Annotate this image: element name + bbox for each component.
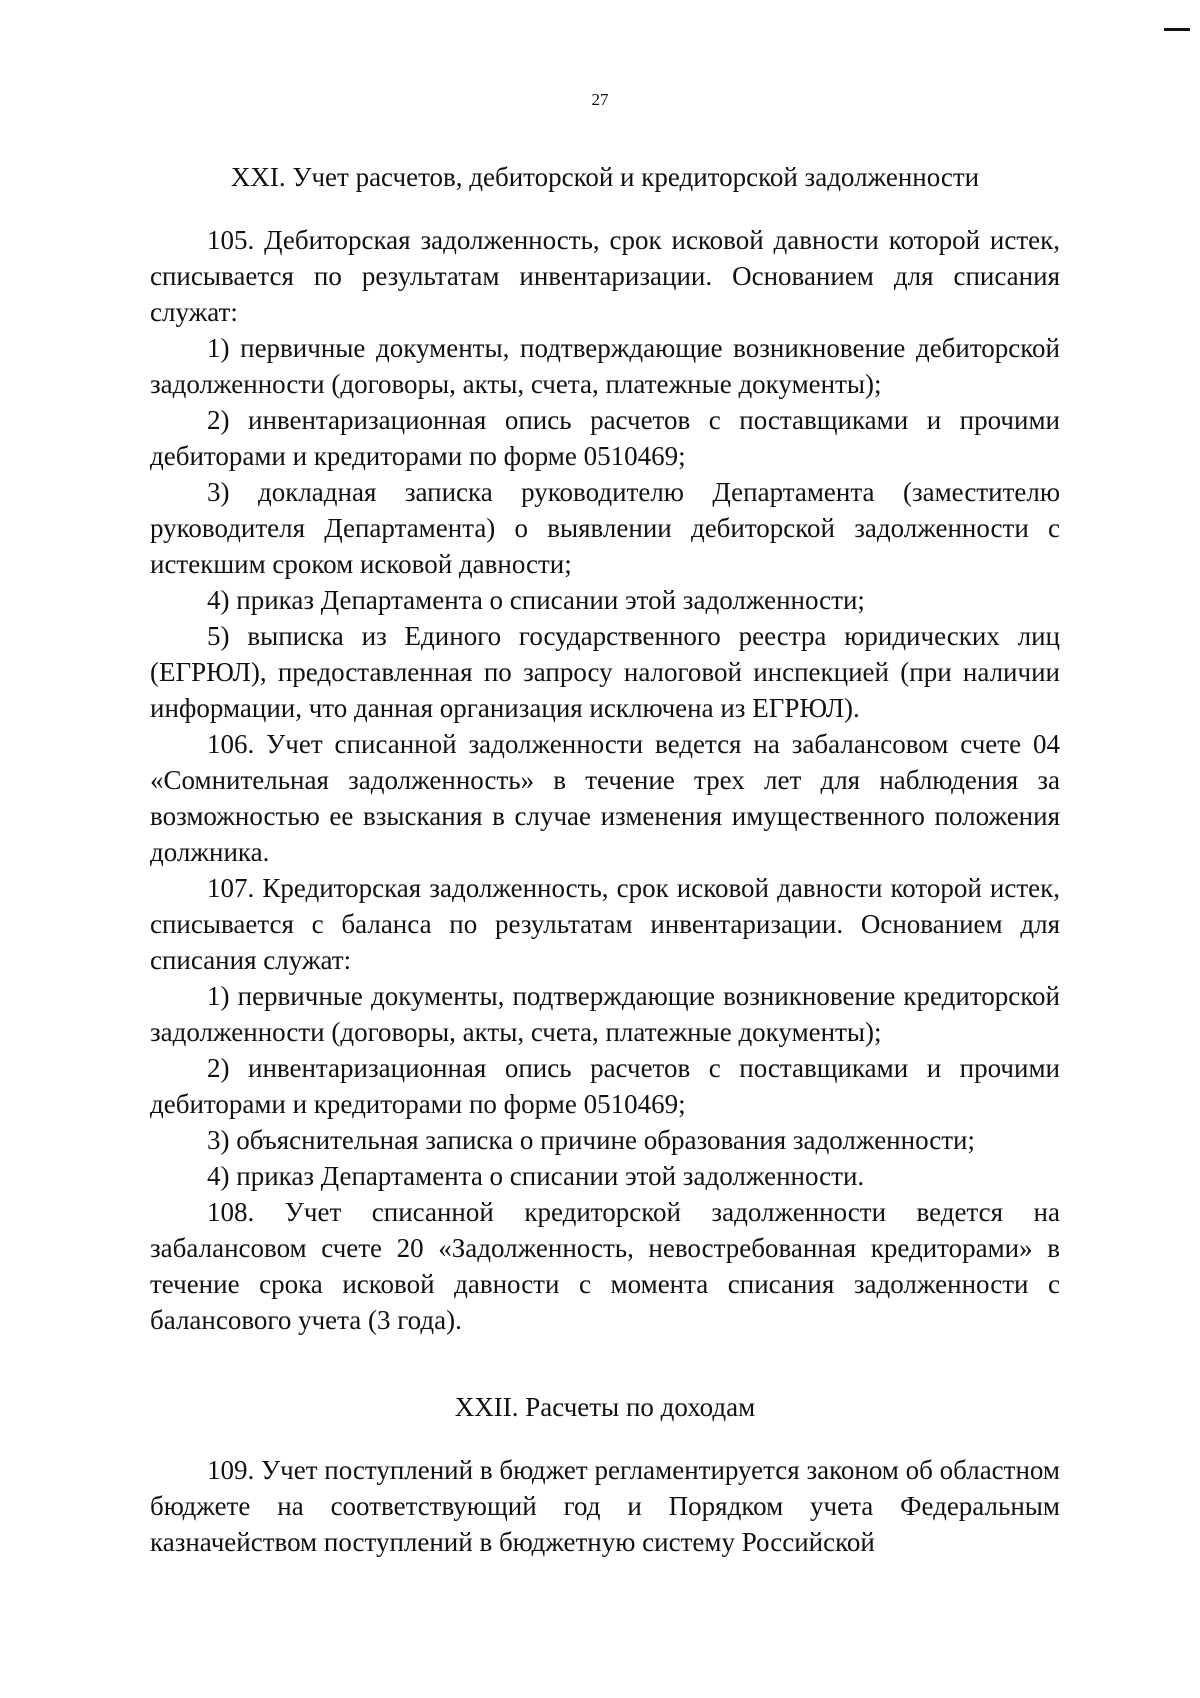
paragraph-109: 109. Учет поступлений в бюджет регламентируется законом об областном бюджете на соответствующий год и Порядком учета Федеральным казначейством поступлений в бюджетную систему Российской <box>150 1455 1060 1557</box>
paragraph-107: 107. Кредиторская задолженность, срок исковой давности которой истек, списывается с баланса по результатам инвентаризации. Основанием для списания служат: <box>150 873 1060 975</box>
paragraph-105-item-1: 1) первичные документы, подтверждающие возникновение дебиторской задолженности (договоры, акты, счета, платежные документы); <box>150 333 1060 399</box>
section-body-xxi <box>150 222 1060 1338</box>
paragraph-105: 105. Дебиторская задолженность, срок исковой давности которой истек, списывается по результатам инвентаризации. Основанием для списания служат: <box>150 225 1060 327</box>
paragraph-105-item-3: 3) докладная записка руководителю Департамента (заместителю руководителя Департамента) о выявлении дебиторской задолженности с истекшим сроком исковой давности; <box>150 477 1060 579</box>
paragraph-107-item-2: 2) инвентаризационная опись расчетов с поставщиками и прочими дебиторами и кредиторами по форме 0510469; <box>150 1053 1060 1119</box>
paragraph-106: 106. Учет списанной задолженности ведется на забалансовом счете 04 «Сомнительная задолженность» в течение трех лет для наблюдения за возможностью ее взыскания в случае изменения имущественного положения должника. <box>150 729 1060 867</box>
paragraph-105-item-4: 4) приказ Департамента о списании этой задолженности; <box>207 585 865 615</box>
corner-dash-mark <box>1164 28 1190 31</box>
paragraph-108: 108. Учет списанной кредиторской задолженности ведется на забалансовом счете 20 «Задолженность, невостребованная кредиторами» в течение срока исковой давности с момента списания задолженности с балансового учета (3 года). <box>150 1197 1060 1335</box>
paragraph-105-item-2: 2) инвентаризационная опись расчетов с поставщиками и прочими дебиторами и кредиторами по форме 0510469; <box>150 405 1060 471</box>
paragraph-105-item-5: 5) выписка из Единого государственного реестра юридических лиц (ЕГРЮЛ), предоставленная по запросу налоговой инспекцией (при наличии информации, что данная организация исключена из ЕГРЮЛ). <box>150 621 1060 723</box>
section-body-xxii <box>150 1452 1060 1560</box>
paragraph-107-item-3: 3) объяснительная записка о причине образования задолженности; <box>207 1125 975 1155</box>
page-number: 27 <box>591 90 609 109</box>
section-title-xxi: XXI. Учет расчетов, дебиторской и кредиторской задолженности <box>230 162 980 192</box>
section-title-xxii: XXII. Расчеты по доходам <box>454 1392 756 1422</box>
paragraph-107-item-1: 1) первичные документы, подтверждающие возникновение кредиторской задолженности (договоры, акты, счета, платежные документы); <box>150 981 1060 1047</box>
paragraph-107-item-4: 4) приказ Департамента о списании этой задолженности. <box>207 1161 865 1191</box>
